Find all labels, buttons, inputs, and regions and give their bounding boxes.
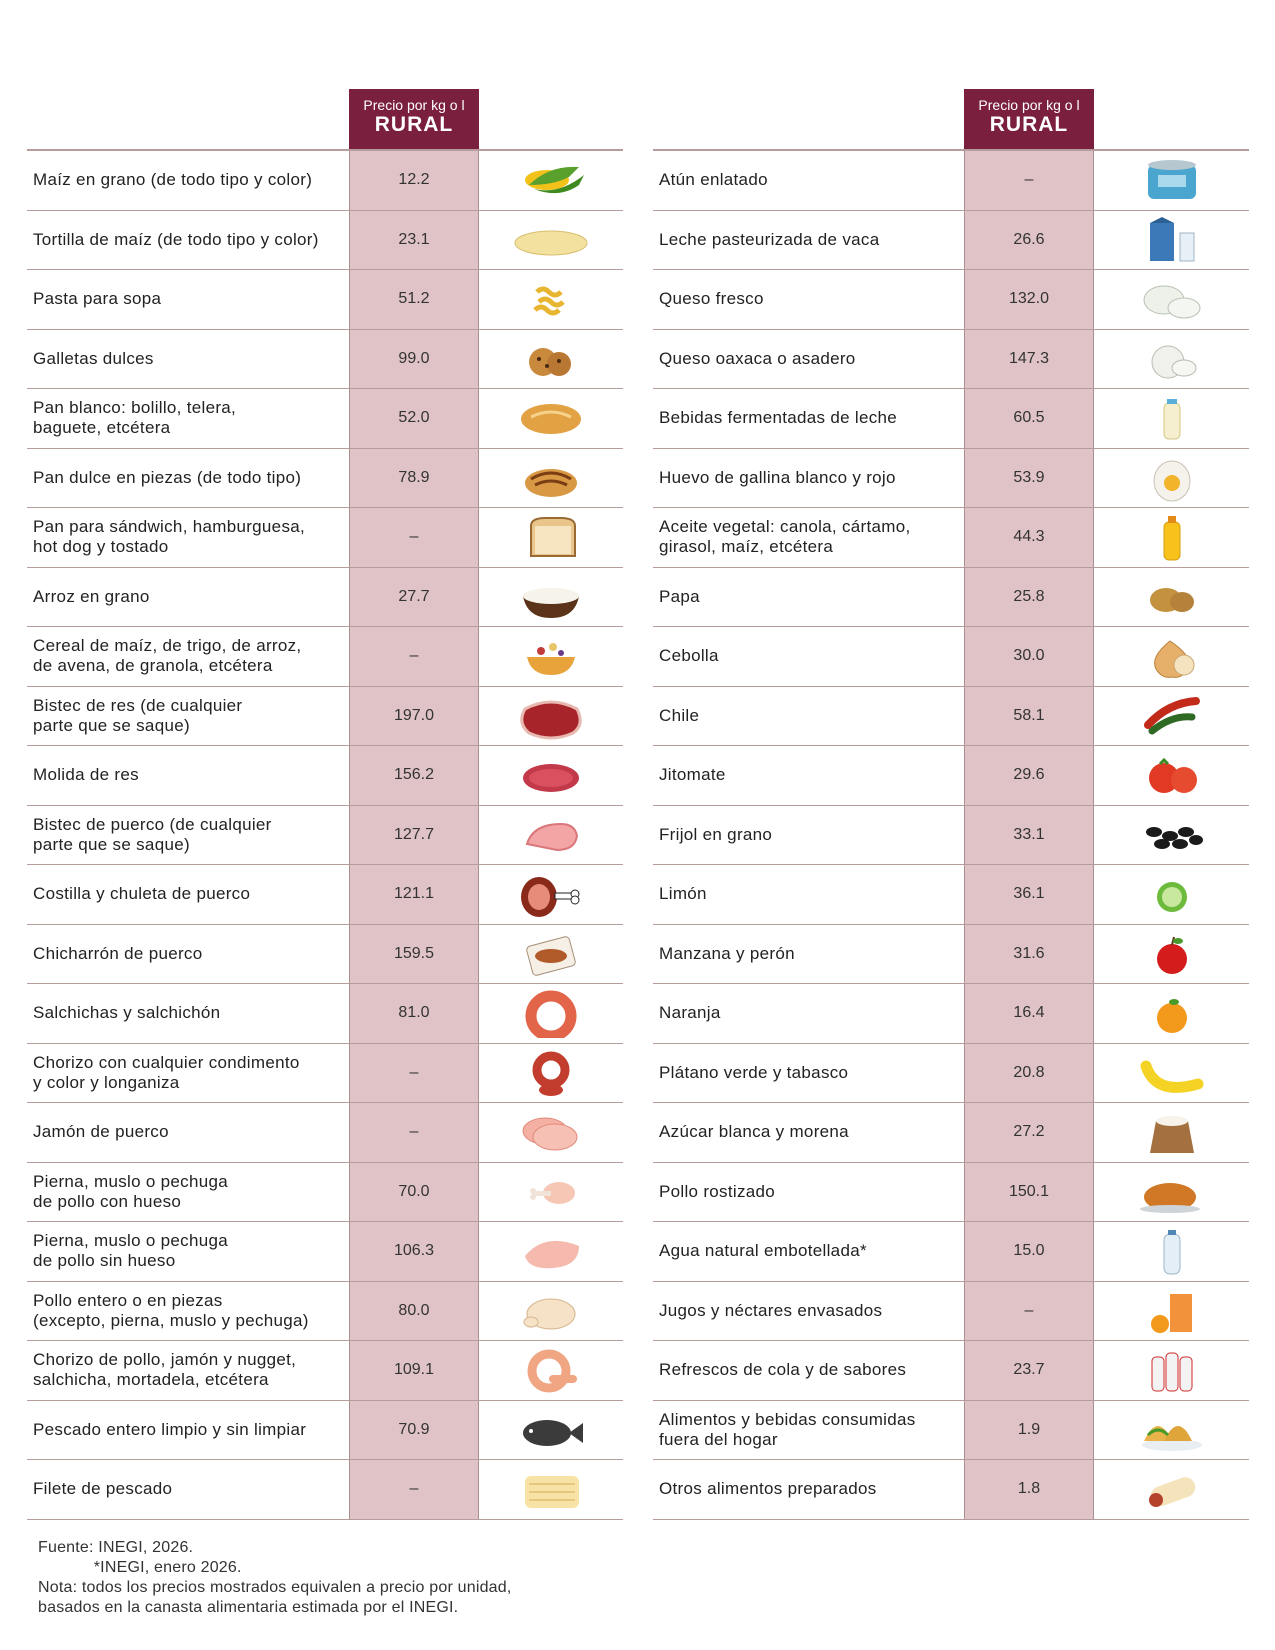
item-name: Salchichas y salchichón bbox=[33, 1003, 221, 1023]
chorizo-icon bbox=[479, 1048, 623, 1099]
item-price: 25.8 bbox=[964, 568, 1094, 627]
table-row bbox=[27, 746, 623, 806]
pork-steak-icon bbox=[479, 810, 623, 861]
item-name: Jugos y néctares envasados bbox=[659, 1300, 883, 1320]
table-row bbox=[27, 1460, 623, 1520]
item-price: – bbox=[964, 1282, 1094, 1341]
item-price: – bbox=[349, 1103, 479, 1162]
rural-price-header bbox=[349, 89, 479, 149]
item-name: Refrescos de cola y de sabores bbox=[659, 1360, 907, 1380]
table-row bbox=[653, 1222, 1249, 1282]
item-name: Pollo entero o en piezas (excepto, pierna, muslo y pechuga) bbox=[33, 1290, 309, 1330]
soda-icon bbox=[1094, 1345, 1249, 1396]
water-bottle-icon bbox=[1094, 1226, 1249, 1277]
item-name: Limón bbox=[659, 884, 707, 904]
item-name: Galletas dulces bbox=[33, 348, 154, 368]
burrito-icon bbox=[1094, 1464, 1249, 1515]
item-name: Leche pasteurizada de vaca bbox=[659, 229, 880, 249]
item-name: Frijol en grano bbox=[659, 824, 773, 844]
item-name: Filete de pescado bbox=[33, 1479, 173, 1499]
table-row bbox=[27, 627, 623, 687]
ground-beef-icon bbox=[479, 750, 623, 801]
table-row bbox=[27, 1222, 623, 1282]
fresh-cheese-icon bbox=[1094, 274, 1249, 325]
table-row bbox=[27, 1401, 623, 1461]
right-table-rows bbox=[653, 149, 1249, 1520]
item-price: 60.5 bbox=[964, 389, 1094, 448]
item-price: 30.0 bbox=[964, 627, 1094, 686]
item-name: Pollo rostizado bbox=[659, 1181, 776, 1201]
item-name: Cebolla bbox=[659, 646, 719, 666]
oaxaca-cheese-icon bbox=[1094, 334, 1249, 385]
item-price: – bbox=[964, 151, 1094, 210]
milk-icon bbox=[1094, 215, 1249, 266]
table-row bbox=[653, 1163, 1249, 1223]
item-price: 99.0 bbox=[349, 330, 479, 389]
item-price: – bbox=[349, 1044, 479, 1103]
item-name: Costilla y chuleta de puerco bbox=[33, 884, 251, 904]
item-name: Azúcar blanca y morena bbox=[659, 1122, 849, 1142]
juice-icon bbox=[1094, 1286, 1249, 1337]
table-row bbox=[27, 687, 623, 747]
sweet-bread-icon bbox=[479, 453, 623, 504]
table-row bbox=[27, 508, 623, 568]
item-price: 109.1 bbox=[349, 1341, 479, 1400]
tacos-icon bbox=[1094, 1405, 1249, 1456]
item-price: – bbox=[349, 1460, 479, 1519]
item-name: Tortilla de maíz (de todo tipo y color) bbox=[33, 229, 319, 249]
item-price: 26.6 bbox=[964, 211, 1094, 270]
source-date-note: *INEGI, enero 2026. bbox=[38, 1559, 242, 1576]
item-name: Queso oaxaca o asadero bbox=[659, 348, 856, 368]
beef-steak-icon bbox=[479, 691, 623, 742]
sausage-icon bbox=[479, 988, 623, 1039]
item-price: 31.6 bbox=[964, 925, 1094, 984]
item-name: Queso fresco bbox=[659, 289, 764, 309]
bread-roll-icon bbox=[479, 393, 623, 444]
right-table-header bbox=[653, 89, 1249, 149]
item-price: 58.1 bbox=[964, 687, 1094, 746]
table-row bbox=[27, 1341, 623, 1401]
item-name: Pan para sándwich, hamburguesa, hot dog y tostado bbox=[33, 517, 306, 557]
footnotes bbox=[38, 1538, 512, 1618]
table-row bbox=[653, 151, 1249, 211]
table-row bbox=[27, 330, 623, 390]
item-price: 70.9 bbox=[349, 1401, 479, 1460]
table-row bbox=[27, 449, 623, 509]
banana-icon bbox=[1094, 1048, 1249, 1099]
left-table-header bbox=[27, 89, 623, 149]
table-row bbox=[653, 925, 1249, 985]
table-row bbox=[653, 806, 1249, 866]
item-price: 23.7 bbox=[964, 1341, 1094, 1400]
item-name: Jamón de puerco bbox=[33, 1122, 169, 1142]
item-price: – bbox=[349, 508, 479, 567]
table-row bbox=[27, 1103, 623, 1163]
item-price: 53.9 bbox=[964, 449, 1094, 508]
item-name: Alimentos y bebidas consumidas fuera del hogar bbox=[659, 1409, 916, 1449]
item-name: Pierna, muslo o pechuga de pollo con hueso bbox=[33, 1171, 228, 1211]
tomato-icon bbox=[1094, 750, 1249, 801]
fish-fillet-icon bbox=[479, 1464, 623, 1515]
table-row bbox=[653, 1460, 1249, 1520]
table-row bbox=[653, 211, 1249, 271]
item-name: Papa bbox=[659, 586, 700, 606]
item-name: Naranja bbox=[659, 1003, 721, 1023]
table-row bbox=[653, 389, 1249, 449]
item-price: 33.1 bbox=[964, 806, 1094, 865]
item-price: 147.3 bbox=[964, 330, 1094, 389]
item-name: Arroz en grano bbox=[33, 586, 150, 606]
rice-icon bbox=[479, 572, 623, 623]
item-price: 127.7 bbox=[349, 806, 479, 865]
item-name: Otros alimentos preparados bbox=[659, 1479, 877, 1499]
item-price: 20.8 bbox=[964, 1044, 1094, 1103]
item-name: Pan blanco: bolillo, telera, baguete, etcétera bbox=[33, 398, 237, 438]
table-row bbox=[653, 1044, 1249, 1104]
tortilla-icon bbox=[479, 215, 623, 266]
item-name: Pasta para sopa bbox=[33, 289, 162, 309]
item-name: Huevo de gallina blanco y rojo bbox=[659, 467, 896, 487]
zone-label: RURAL bbox=[374, 113, 454, 136]
table-row bbox=[27, 925, 623, 985]
item-price: 159.5 bbox=[349, 925, 479, 984]
table-row bbox=[653, 865, 1249, 925]
whole-chicken-icon bbox=[479, 1286, 623, 1337]
item-price: 51.2 bbox=[349, 270, 479, 329]
item-name: Bistec de puerco (de cualquier parte que se saque) bbox=[33, 814, 272, 854]
item-price: 106.3 bbox=[349, 1222, 479, 1281]
item-name: Pierna, muslo o pechuga de pollo sin hueso bbox=[33, 1231, 228, 1271]
orange-icon bbox=[1094, 988, 1249, 1039]
item-name: Atún enlatado bbox=[659, 170, 768, 190]
item-price: 23.1 bbox=[349, 211, 479, 270]
left-table-rows bbox=[27, 149, 623, 1520]
price-unit-label: Precio por kg o l bbox=[363, 97, 465, 113]
potato-icon bbox=[1094, 572, 1249, 623]
item-name: Aceite vegetal: canola, cártamo, girasol, maíz, etcétera bbox=[659, 517, 911, 557]
item-price: 156.2 bbox=[349, 746, 479, 805]
item-name: Bistec de res (de cualquier parte que se saque) bbox=[33, 695, 243, 735]
table-row bbox=[653, 270, 1249, 330]
item-price: 1.9 bbox=[964, 1401, 1094, 1460]
cereal-icon bbox=[479, 631, 623, 682]
lime-icon bbox=[1094, 869, 1249, 920]
apple-icon bbox=[1094, 929, 1249, 980]
item-name: Pescado entero limpio y sin limpiar bbox=[33, 1419, 307, 1439]
price-unit-label: Precio por kg o l bbox=[978, 97, 1080, 113]
zone-label: RURAL bbox=[989, 113, 1069, 136]
egg-icon bbox=[1094, 453, 1249, 504]
item-name: Chorizo de pollo, jamón y nugget, salchicha, mortadela, etcétera bbox=[33, 1350, 297, 1390]
table-row bbox=[27, 211, 623, 271]
cookies-icon bbox=[479, 334, 623, 385]
source-note: Fuente: INEGI, 2026. bbox=[38, 1539, 194, 1556]
price-note-line-2: basados en la canasta alimentaria estimada por el INEGI. bbox=[38, 1599, 459, 1616]
item-name: Chicharrón de puerco bbox=[33, 943, 203, 963]
table-row bbox=[27, 1163, 623, 1223]
onion-icon bbox=[1094, 631, 1249, 682]
item-price: – bbox=[349, 627, 479, 686]
oil-bottle-icon bbox=[1094, 512, 1249, 563]
item-price: 150.1 bbox=[964, 1163, 1094, 1222]
roast-chicken-icon bbox=[1094, 1167, 1249, 1218]
item-price: 15.0 bbox=[964, 1222, 1094, 1281]
item-price: 1.8 bbox=[964, 1460, 1094, 1519]
table-row bbox=[27, 865, 623, 925]
table-row bbox=[653, 627, 1249, 687]
table-row bbox=[27, 270, 623, 330]
item-price: 44.3 bbox=[964, 508, 1094, 567]
rural-price-header bbox=[964, 89, 1094, 149]
item-name: Maíz en grano (de todo tipo y color) bbox=[33, 170, 313, 190]
item-name: Pan dulce en piezas (de todo tipo) bbox=[33, 467, 302, 487]
corn-icon bbox=[479, 155, 623, 206]
item-price: 78.9 bbox=[349, 449, 479, 508]
table-row bbox=[653, 687, 1249, 747]
item-name: Manzana y perón bbox=[659, 943, 795, 963]
item-price: 29.6 bbox=[964, 746, 1094, 805]
table-row bbox=[27, 389, 623, 449]
item-name: Chorizo con cualquier condimento y color y longaniza bbox=[33, 1052, 300, 1092]
item-price: 12.2 bbox=[349, 151, 479, 210]
right-price-table bbox=[653, 89, 1249, 1520]
item-price: 27.7 bbox=[349, 568, 479, 627]
tuna-can-icon bbox=[1094, 155, 1249, 206]
table-row bbox=[27, 568, 623, 628]
table-row bbox=[27, 806, 623, 866]
item-price: 121.1 bbox=[349, 865, 479, 924]
item-name: Cereal de maíz, de trigo, de arroz, de avena, de granola, etcétera bbox=[33, 636, 302, 676]
item-name: Plátano verde y tabasco bbox=[659, 1062, 849, 1082]
chili-icon bbox=[1094, 691, 1249, 742]
table-row bbox=[653, 1103, 1249, 1163]
item-price: 197.0 bbox=[349, 687, 479, 746]
ham-slices-icon bbox=[479, 1107, 623, 1158]
chicken-leg-icon bbox=[479, 1167, 623, 1218]
item-price: 16.4 bbox=[964, 984, 1094, 1043]
item-price: 52.0 bbox=[349, 389, 479, 448]
beans-icon bbox=[1094, 810, 1249, 861]
item-name: Molida de res bbox=[33, 765, 139, 785]
item-price: 80.0 bbox=[349, 1282, 479, 1341]
table-row bbox=[653, 746, 1249, 806]
chicken-sausage-icon bbox=[479, 1345, 623, 1396]
table-row bbox=[653, 508, 1249, 568]
item-name: Bebidas fermentadas de leche bbox=[659, 408, 898, 428]
table-row bbox=[653, 1401, 1249, 1461]
item-name: Agua natural embotellada* bbox=[659, 1241, 867, 1261]
table-row bbox=[653, 568, 1249, 628]
table-row bbox=[27, 984, 623, 1044]
price-note-line-1: Nota: todos los precios mostrados equivalen a precio por unidad, bbox=[38, 1579, 512, 1596]
yogurt-bottle-icon bbox=[1094, 393, 1249, 444]
table-row bbox=[653, 1341, 1249, 1401]
sugar-sack-icon bbox=[1094, 1107, 1249, 1158]
pasta-icon bbox=[479, 274, 623, 325]
table-row bbox=[653, 330, 1249, 390]
table-row bbox=[27, 1044, 623, 1104]
left-price-table bbox=[27, 89, 623, 1520]
item-price: 132.0 bbox=[964, 270, 1094, 329]
item-name: Chile bbox=[659, 705, 700, 725]
table-row bbox=[653, 449, 1249, 509]
item-price: 27.2 bbox=[964, 1103, 1094, 1162]
item-name: Jitomate bbox=[659, 765, 726, 785]
chicken-breast-icon bbox=[479, 1226, 623, 1277]
ham-leg-icon bbox=[479, 869, 623, 920]
table-row bbox=[653, 1282, 1249, 1342]
fish-icon bbox=[479, 1405, 623, 1456]
sliced-bread-icon bbox=[479, 512, 623, 563]
table-row bbox=[653, 984, 1249, 1044]
item-price: 70.0 bbox=[349, 1163, 479, 1222]
chicharron-icon bbox=[479, 929, 623, 980]
table-row bbox=[27, 1282, 623, 1342]
item-price: 81.0 bbox=[349, 984, 479, 1043]
item-price: 36.1 bbox=[964, 865, 1094, 924]
table-row bbox=[27, 151, 623, 211]
